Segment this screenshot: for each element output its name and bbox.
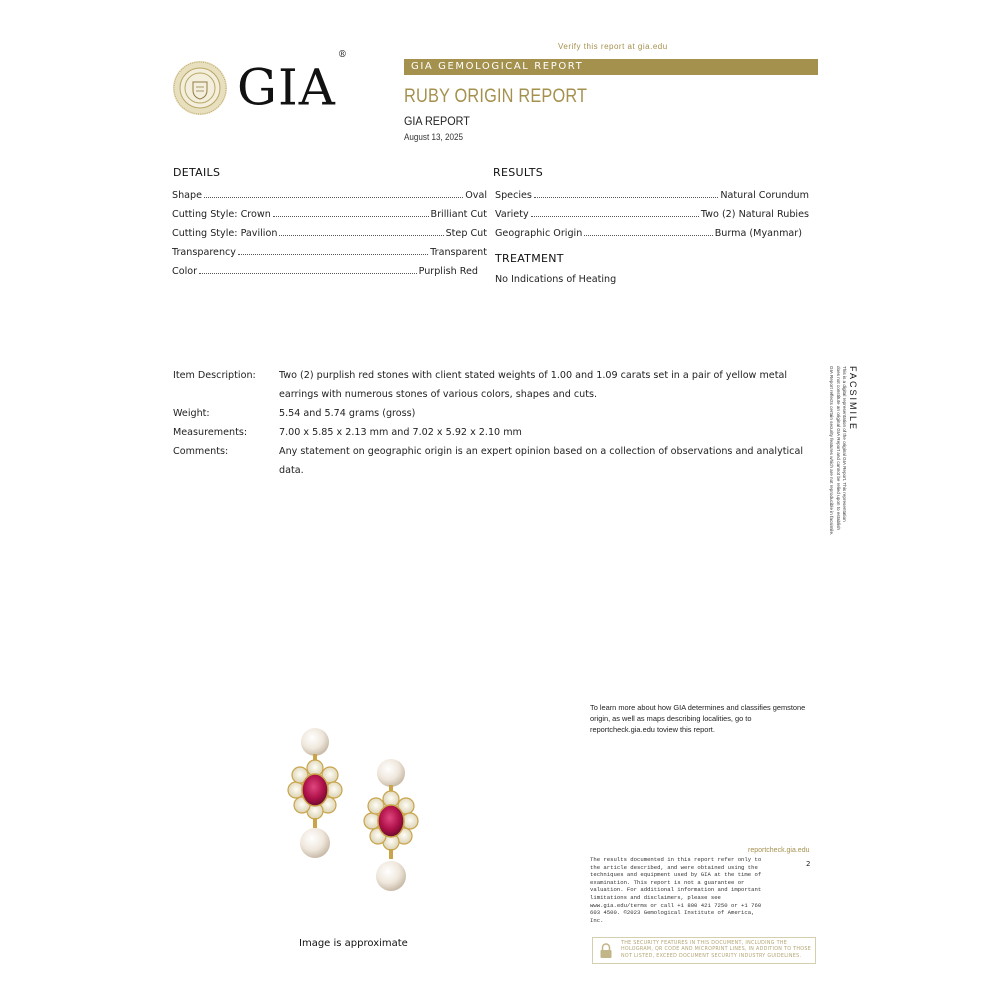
- security-features-box: [592, 937, 816, 964]
- detail-value: Step Cut: [445, 228, 487, 239]
- facsimile-title: FACSIMILE: [848, 366, 858, 432]
- results-heading: RESULTS: [493, 166, 544, 179]
- results-list: [495, 187, 809, 239]
- detail-label: Cutting Style: Crown: [172, 209, 271, 220]
- ruby-pearl-earrings-image: [270, 720, 430, 920]
- item-description-value: Two (2) purplish red stones with client stated weights of 1.00 and 1.09 carats set in a pair of yellow metal earrings with numerous stones of various colors, shapes and cuts.: [279, 370, 788, 400]
- result-label: Geographic Origin: [495, 228, 583, 239]
- report-band: GIA GEMOLOGICAL REPORT: [404, 59, 818, 75]
- detail-row: [172, 225, 487, 239]
- details-list: [172, 187, 487, 277]
- comments-label: Comments:: [173, 446, 229, 457]
- detail-value: Transparent: [430, 247, 487, 258]
- result-row: [495, 206, 809, 220]
- result-label: Variety: [495, 209, 529, 220]
- details-heading: DETAILS: [173, 166, 221, 179]
- detail-value: Brilliant Cut: [430, 209, 487, 220]
- report-date: August 13, 2025: [404, 132, 464, 142]
- padlock-icon: [599, 943, 613, 959]
- comments-value: Any statement on geographic origin is an expert opinion based on a collection of observations and analytical data.: [279, 446, 803, 476]
- page-number: 2: [806, 860, 811, 868]
- security-line: THE SECURITY FEATURES IN THIS DOCUMENT, INCLUDING THE HOLOGRAM, QR CODE AND MICROPRINT LINES, IN ADDITION TO THOSE: [621, 941, 812, 953]
- result-value: Burma (Myanmar): [714, 228, 802, 239]
- result-row: [495, 187, 809, 201]
- fine-print: The results documented in this report refer only to the article described, and were obtained using the techniques and equipment used by GIA at the time of examination. This report is not a guarantee or valuation. For additional information and important limitations and disclaimers, please see www.gia.edu/terms or call +1 800 421 7250 or +1 760 603 4500. ©2023 Gemological Institute of America, Inc.: [590, 856, 762, 924]
- reportcheck-link[interactable]: reportcheck.gia.edu: [748, 847, 810, 854]
- treatment-heading: TREATMENT: [495, 252, 564, 265]
- detail-value: Purplish Red: [418, 266, 478, 277]
- result-value: Natural Corundum: [720, 190, 809, 201]
- detail-label: Color: [172, 266, 198, 277]
- detail-label: Transparency: [172, 247, 236, 258]
- weight-label: Weight:: [173, 408, 210, 419]
- report-subtitle: GIA REPORT: [404, 114, 470, 128]
- learn-more-text: To learn more about how GIA determines and classifies gemstone origin, as well as maps describing localities, go to reportcheck.gia.edu toview this report.: [590, 703, 806, 734]
- facsimile-line: This is a digital representation of the original GIA Report. This representation: [842, 366, 847, 522]
- detail-row: [172, 206, 487, 220]
- detail-label: Cutting Style: Pavilion: [172, 228, 278, 239]
- item-description-label: Item Description:: [173, 370, 256, 381]
- detail-label: Shape: [172, 190, 203, 201]
- report-title: RUBY ORIGIN REPORT: [404, 86, 588, 107]
- gia-wordmark: GIA®: [237, 50, 348, 117]
- result-row: [495, 225, 802, 239]
- image-caption: Image is approximate: [299, 938, 408, 949]
- facsimile-line: does not constitute an original GIA Report and cannot be relied upon to establish: [835, 366, 841, 530]
- detail-row: [172, 187, 487, 201]
- gia-seal-icon: [172, 60, 228, 116]
- measurements-label: Measurements:: [173, 427, 248, 438]
- weight-value: 5.54 and 5.74 grams (gross): [279, 408, 416, 419]
- treatment-value: No Indications of Heating: [495, 274, 617, 285]
- result-value: Two (2) Natural Rubies: [700, 209, 809, 220]
- detail-row: [172, 244, 487, 258]
- detail-row: [172, 263, 478, 277]
- facsimile-line: GIA Report reflects certain security features which are not reproducible in facsimile.: [829, 366, 835, 536]
- verify-link[interactable]: Verify this report at gia.edu: [558, 42, 668, 51]
- result-label: Species: [495, 190, 532, 201]
- security-line: NOT LISTED, EXCEED DOCUMENT SECURITY INDUSTRY GUIDELINES.: [621, 953, 802, 959]
- facsimile-notice: [826, 366, 858, 638]
- detail-value: Oval: [465, 190, 487, 201]
- measurements-value: 7.00 x 5.85 x 2.13 mm and 7.02 x 5.92 x 2.10 mm: [279, 427, 522, 438]
